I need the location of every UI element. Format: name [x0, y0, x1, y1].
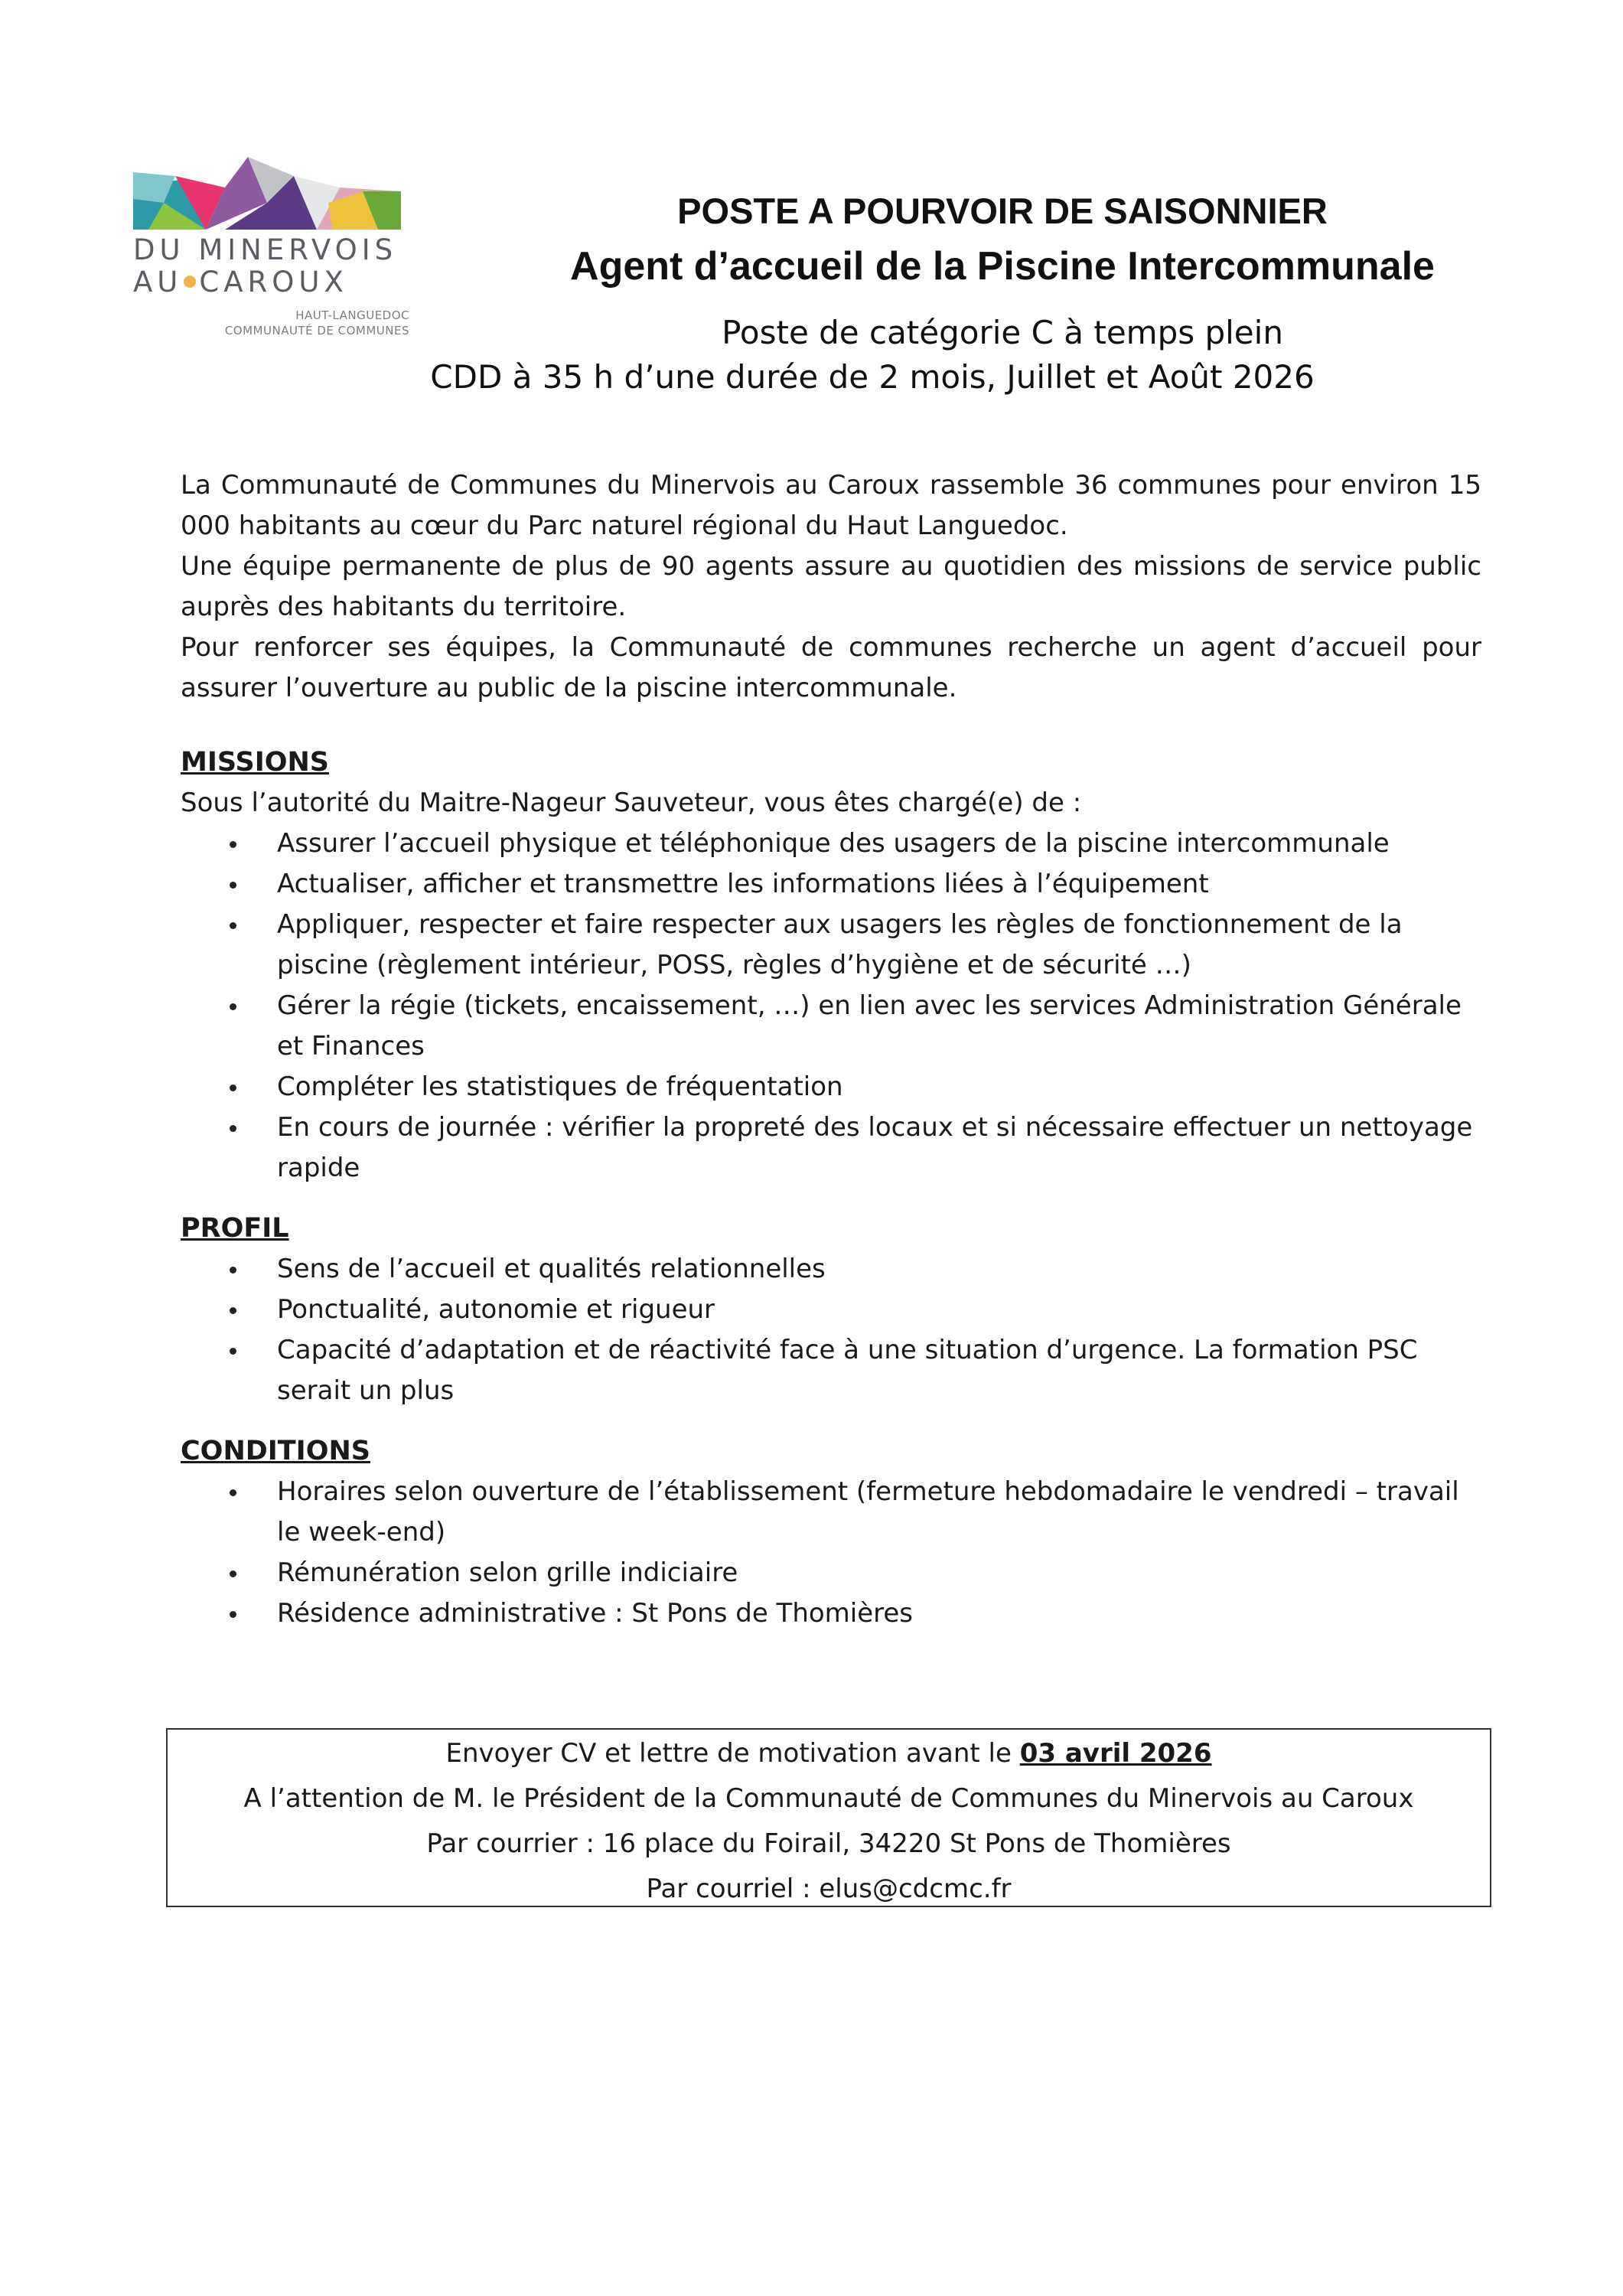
logo-subtitle-type: COMMUNAUTÉ DE COMMUNES — [224, 324, 409, 338]
job-title: Agent d’accueil de la Piscine Intercommunale — [570, 244, 1435, 289]
job-description — [181, 465, 1481, 1634]
list-item: Résidence administrative : St Pons de Thomières — [277, 1593, 1481, 1634]
contract-details: CDD à 35 h d’une durée de 2 mois, Juillet et Août 2026 — [430, 358, 1315, 396]
logo-text-line2 — [133, 266, 409, 298]
logo-subtitle-region: HAUT-LANGUEDOC — [295, 308, 409, 322]
profil-heading: PROFIL — [181, 1213, 289, 1244]
list-item: Horaires selon ouverture de l’établissement (fermeture hebdomadaire le vendredi – travail le week-end) — [277, 1472, 1481, 1553]
send-instructions: Envoyer CV et lettre de motivation avant le — [445, 1738, 1012, 1769]
list-item: Rémunération selon grille indiciaire — [277, 1553, 1481, 1593]
intro-paragraph-2: Une équipe permanente de plus de 90 agents assure au quotidien des missions de service public auprès des habitants du territoire. — [181, 551, 1481, 622]
missions-lead: Sous l’autorité du Maitre-Nageur Sauveteur, vous êtes chargé(e) de : — [181, 788, 1082, 818]
job-category: Poste de catégorie C à temps plein — [722, 314, 1283, 351]
logo-text-line1: DU MINERVOIS — [133, 233, 398, 266]
mountains-logo-icon — [133, 157, 401, 230]
logo-text-au: AU — [133, 266, 183, 298]
attention-line: A l’attention de M. le Président de la Communauté de Communes du Minervois au Caroux — [243, 1783, 1414, 1814]
profil-list — [181, 1249, 1481, 1411]
intro-paragraph-3: Pour renforcer ses équipes, la Communauté de communes recherche un agent d’accueil pour assurer l’ouverture au public de la piscine intercommunale. — [181, 632, 1481, 703]
list-item: Appliquer, respecter et faire respecter aux usagers les règles de fonctionnement de la piscine (règlement intérieur, POSS, règles d’hygiène et de sécurité …) — [277, 905, 1481, 986]
intro-paragraph-1: La Communauté de Communes du Minervois au Caroux rassemble 36 communes pour environ 15 000 habitants au cœur du Parc naturel régional du Haut Languedoc. — [181, 470, 1481, 541]
logo-text-caroux: CAROUX — [199, 266, 348, 298]
missions-heading: MISSIONS — [181, 747, 329, 778]
page-title: POSTE A POURVOIR DE SAISONNIER — [677, 191, 1328, 231]
list-item: Ponctualité, autonomie et rigueur — [277, 1290, 1481, 1330]
email-address[interactable]: Par courriel : elus@cdcmc.fr — [646, 1874, 1012, 1904]
list-item: Gérer la régie (tickets, encaissement, …) en lien avec les services Administration Générale et Finances — [277, 986, 1481, 1067]
list-item: Actualiser, afficher et transmettre les informations liées à l’équipement — [277, 864, 1481, 905]
list-item: En cours de journée : vérifier la propreté des locaux et si nécessaire effectuer un nettoyage rapide — [277, 1107, 1481, 1189]
application-deadline-line — [168, 1731, 1490, 1776]
conditions-list — [181, 1472, 1481, 1634]
list-item: Assurer l’accueil physique et téléphonique des usagers de la piscine intercommunale — [277, 823, 1481, 864]
deadline-date: 03 avril 2026 — [1019, 1738, 1212, 1769]
conditions-heading: CONDITIONS — [181, 1436, 370, 1466]
list-item: Compléter les statistiques de fréquentation — [277, 1067, 1481, 1107]
postal-address: Par courrier : 16 place du Foirail, 34220 St Pons de Thomières — [426, 1828, 1231, 1859]
sun-dot-icon — [184, 276, 196, 288]
application-contact-box — [166, 1728, 1491, 1907]
list-item: Sens de l’accueil et qualités relationnelles — [277, 1249, 1481, 1290]
missions-list — [181, 823, 1481, 1189]
organization-logo — [130, 157, 409, 348]
list-item: Capacité d’adaptation et de réactivité face à une situation d’urgence. La formation PSC serait un plus — [277, 1330, 1481, 1411]
